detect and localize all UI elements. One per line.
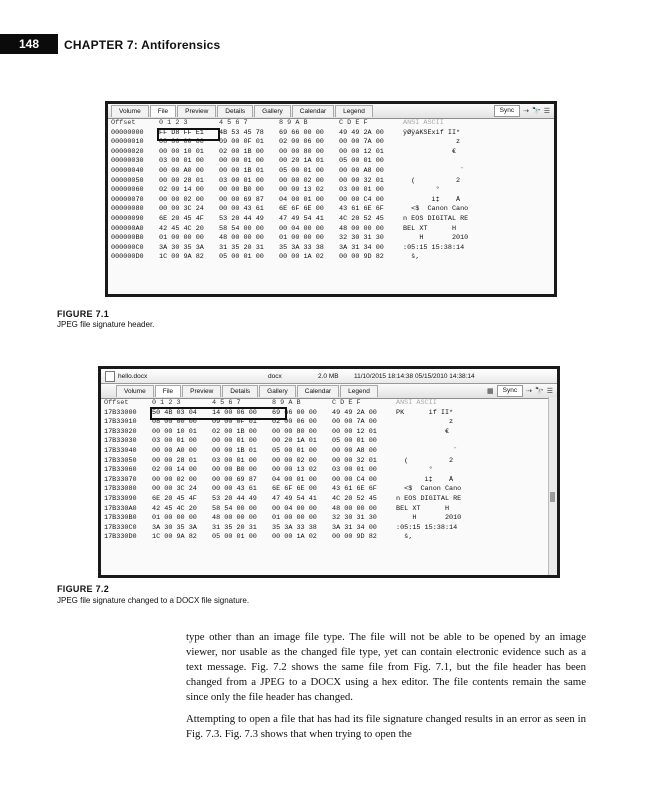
hex-bytes[interactable]: 02 00 1B 00 [212,427,257,436]
hex-bytes[interactable]: 32 30 31 30 [339,234,384,243]
hex-bytes[interactable]: 00 00 9D 82 [339,253,384,262]
hex-bytes[interactable]: 00 00 02 00 [279,176,324,185]
tab-details[interactable]: Details [217,105,253,117]
hex-bytes[interactable]: 42 45 4C 20 [152,504,197,513]
hex-row [104,524,557,534]
hex-bytes[interactable]: 03 00 01 00 [159,157,204,166]
hex-bytes[interactable]: 53 20 44 49 [219,214,264,223]
paragraph: type other than an image file type. The file will not be able to be opened by an image viewer, nor usable as the changed file type, yet can contain electronic evidence such as a text message. Fig. 7.2 shows the same file from Fig. 7.1, but the file header has been changed from a JPEG to a DOCX using a hex editor. The file contents remain the same since only the file header has changed. [186,631,586,703]
row-offset: 00000010 [111,138,144,147]
figure-1-caption: JPEG file signature header. [57,320,155,329]
hex-bytes[interactable]: 48 00 00 00 [332,504,377,513]
binoculars-icon[interactable]: 🔭 [532,108,541,115]
hex-bytes[interactable]: 00 00 80 00 [279,147,324,156]
hex-row [111,205,554,215]
file-size: 2.0 MB [318,372,339,380]
col-group-3: C D E F [332,399,361,407]
row-offset: 000000A0 [111,224,144,233]
col-group-2: 8 9 A B [272,399,301,407]
row-offset: 00000050 [111,176,144,185]
row-offset: 17B330C0 [104,523,137,532]
row-offset: 17B330A0 [104,504,137,513]
arrow-icon[interactable]: ⇢ [523,108,529,115]
hex-bytes[interactable]: 00 00 43 61 [219,205,264,214]
row-offset: 17B33080 [104,485,137,494]
row-offset: 17B33090 [104,494,137,503]
hex-bytes[interactable]: 00 00 1B 01 [219,166,264,175]
hex-bytes[interactable]: FF D8 FF E1 [159,128,204,137]
hex-bytes[interactable]: 35 3A 33 38 [272,523,317,532]
hex-bytes[interactable]: 31 35 20 31 [219,243,264,252]
row-offset: 00000070 [111,195,144,204]
ascii-text[interactable] [392,437,480,447]
hex-bytes[interactable]: 00 00 80 00 [272,427,317,436]
row-offset: 00000030 [111,157,144,166]
page-number: 148 [0,34,58,54]
signature-highlight-box [150,407,287,420]
hex-bytes[interactable]: 00 00 43 61 [212,485,257,494]
tab-details[interactable]: Details [222,385,258,397]
ascii-text[interactable]: ÿØÿáKSExif II* [403,128,461,137]
hex-row [111,167,554,177]
hex-row [111,234,554,244]
row-offset: 000000B0 [111,234,144,243]
hex-bytes[interactable]: 58 54 00 00 [219,224,264,233]
hex-bytes[interactable]: 1C 00 9A 82 [152,533,197,542]
hex-bytes[interactable]: 00 00 01 00 [219,157,264,166]
hex-bytes[interactable]: 09 00 0F 01 [212,418,257,427]
hex-bytes[interactable]: 00 20 1A 01 [279,157,324,166]
hex-bytes[interactable]: 01 00 00 00 [279,234,324,243]
hex-bytes[interactable]: 58 54 00 00 [212,504,257,513]
menu-icon[interactable]: ☰ [543,108,550,115]
hex-bytes[interactable]: 00 00 32 01 [339,176,384,185]
chapter-title: Antiforensics [141,38,221,52]
hex-bytes[interactable]: 00 00 A8 00 [339,166,384,175]
hex-row [104,495,557,505]
offset-header: Offset [104,399,129,407]
hex-bytes[interactable]: 09 00 0F 01 [219,138,264,147]
col-group-0: 0 1 2 3 [159,119,188,127]
hex-bytes[interactable]: 00 04 00 00 [279,224,324,233]
hex-bytes[interactable]: 01 00 00 00 [152,514,197,523]
row-offset: 00000040 [111,166,144,175]
ascii-text[interactable]: ( 2 [403,176,461,185]
hex-bytes[interactable]: 00 00 B0 00 [219,186,264,195]
hex-bytes[interactable]: 00 00 A0 00 [152,446,197,455]
ascii-text[interactable]: <$ Canon Cano [403,205,469,214]
row-offset: 00000020 [111,147,144,156]
ascii-text[interactable]: i‡ Ä [403,195,461,204]
hex-bytes[interactable]: 00 00 28 01 [159,176,204,185]
hex-bytes[interactable]: 00 00 02 00 [152,475,197,484]
hex-bytes[interactable]: 00 00 A8 00 [332,446,377,455]
tab-preview[interactable]: Preview [177,105,216,117]
hex-bytes[interactable]: 69 66 00 00 [272,408,317,417]
ascii-text[interactable]: n EOS DIGITAL RE [403,214,469,223]
hex-bytes[interactable]: 00 00 7A 00 [339,138,384,147]
hex-bytes[interactable]: 50 4B 03 04 [152,408,197,417]
tab-file[interactable]: File [155,385,181,397]
figure-1-title: FIGURE 7.1 [57,309,110,319]
hex-bytes[interactable]: 4C 20 52 45 [332,494,377,503]
document-icon [105,371,115,382]
row-offset: 17B330B0 [104,514,137,523]
ascii-text[interactable]: i‡ Ä [396,475,454,484]
hex-row [104,466,557,476]
body-text [186,630,586,749]
row-offset: 000000D0 [111,253,144,262]
ascii-text[interactable]: H 2010 [403,234,469,243]
hex-bytes[interactable]: 00 00 9D 82 [332,533,377,542]
col-group-0: 0 1 2 3 [152,399,181,407]
grid-icon[interactable]: ▦ [487,388,494,395]
tab-volume[interactable]: Volume [116,385,154,397]
hex-row [111,244,554,254]
row-offset: 00000000 [111,128,144,137]
sync-button[interactable]: Sync [494,105,520,117]
hex-row [104,457,557,467]
ascii-text[interactable]: € [403,147,457,156]
hex-bytes[interactable]: 3A 30 35 3A [159,243,204,252]
offset-header: Offset [111,119,136,127]
hex-bytes[interactable]: 00 00 C4 00 [332,475,377,484]
ascii-header: ANSI ASCII [403,119,444,127]
tab-legend[interactable]: Legend [340,385,378,397]
row-offset: 17B33040 [104,446,137,455]
hex-bytes[interactable]: 00 00 1B 01 [212,446,257,455]
hex-bytes[interactable]: 69 66 00 00 [279,128,324,137]
hex-bytes[interactable]: 6E 20 45 4F [152,494,197,503]
figure-2-caption: JPEG file signature changed to a DOCX file signature. [57,596,250,605]
hex-bytes[interactable]: 47 49 54 41 [272,494,317,503]
hex-bytes[interactable]: 04 00 01 00 [272,475,317,484]
ascii-text[interactable]: š‚ [396,533,413,542]
tab-bar [101,384,557,399]
hex-row [111,177,554,187]
hex-bytes[interactable]: 49 49 2A 00 [332,408,377,417]
hex-bytes[interactable]: 03 00 01 00 [212,456,257,465]
paragraph: Attempting to open a file that has had its file signature changed results in an error as seen in Fig. 7.3. Fig. 7.3 shows that when trying to open the [186,713,586,740]
hex-bytes[interactable]: 3A 31 34 00 [339,243,384,252]
hex-bytes[interactable]: 00 00 1A 02 [272,533,317,542]
ascii-text[interactable] [399,157,487,167]
hex-bytes[interactable]: 6E 6F 6E 00 [272,485,317,494]
col-group-2: 8 9 A B [279,119,308,127]
tab-calendar[interactable]: Calendar [292,105,334,117]
ascii-text[interactable]: H 2010 [396,514,462,523]
ascii-text[interactable]: ° [396,466,433,475]
hex-bytes[interactable]: 00 00 12 01 [332,427,377,436]
hex-bytes[interactable]: 00 00 C4 00 [339,195,384,204]
hex-bytes[interactable]: 49 49 2A 00 [339,128,384,137]
hex-row [111,157,554,167]
hex-bytes[interactable]: 05 00 01 00 [272,446,317,455]
arrow-icon[interactable]: ⇢ [526,388,532,395]
hex-bytes[interactable]: 00 00 1A 02 [279,253,324,262]
hex-bytes[interactable]: 3A 31 34 00 [332,523,377,532]
hex-row [104,437,557,447]
hex-bytes[interactable]: 1C 00 9A 82 [159,253,204,262]
file-info-bar [101,369,557,384]
row-offset: 17B33030 [104,437,137,446]
hex-row [104,447,557,457]
hex-bytes[interactable]: 14 00 06 00 [212,408,257,417]
hex-bytes[interactable]: 48 00 00 00 [219,234,264,243]
row-offset: 17B33020 [104,427,137,436]
hex-view [101,399,557,543]
hex-bytes[interactable]: 01 00 00 00 [272,514,317,523]
hex-bytes[interactable]: 03 00 01 00 [219,176,264,185]
hex-bytes[interactable]: 02 00 06 00 [279,138,324,147]
hex-row [111,215,554,225]
figure-1-screenshot [105,101,557,297]
binoculars-icon[interactable]: 🔭 [535,388,544,395]
hex-bytes[interactable]: 4C 20 52 45 [339,214,384,223]
col-group-1: 4 5 6 7 [219,119,248,127]
row-offset: 17B33050 [104,456,137,465]
ascii-text[interactable]: PK if II* [396,408,454,417]
scrollbar-thumb[interactable] [550,492,555,502]
row-offset: 17B33000 [104,408,137,417]
hex-bytes[interactable]: 05 00 01 00 [212,533,257,542]
row-offset: 00000060 [111,186,144,195]
hex-bytes[interactable]: 05 00 01 00 [339,157,384,166]
hex-bytes[interactable]: 03 00 01 00 [152,437,197,446]
row-offset: 00000090 [111,214,144,223]
ascii-text[interactable]: ¨ [403,166,465,175]
hex-bytes[interactable]: 48 00 00 00 [339,224,384,233]
tab-legend[interactable]: Legend [335,105,373,117]
hex-row [104,428,557,438]
hex-bytes[interactable]: 03 00 01 00 [339,186,384,195]
hex-bytes[interactable]: 00 04 00 00 [272,504,317,513]
hex-bytes[interactable]: 00 00 69 87 [212,475,257,484]
file-dates: 11/10/2015 18:14:38 05/15/2010 14:38:14 [354,372,475,380]
ascii-text[interactable]: :05:15 15:38:14 [403,243,465,252]
hex-bytes[interactable]: 00 00 02 00 [159,195,204,204]
hex-bytes[interactable]: 53 20 44 49 [212,494,257,503]
ascii-text[interactable]: BEL XT H [403,224,457,233]
ascii-text[interactable]: z [403,138,461,147]
hex-row [104,505,557,515]
hex-bytes[interactable]: 43 61 6E 6F [332,485,377,494]
hex-row [104,533,557,543]
ascii-text[interactable]: <$ Canon Cano [396,485,462,494]
hex-bytes[interactable]: 08 00 00 00 [159,138,204,147]
hex-bytes[interactable]: 48 00 00 00 [212,514,257,523]
hex-row [111,196,554,206]
hex-row [104,476,557,486]
hex-bytes[interactable]: 08 00 00 00 [152,418,197,427]
hex-bytes[interactable]: 35 3A 33 38 [279,243,324,252]
hex-bytes[interactable]: 04 00 01 00 [279,195,324,204]
tab-volume[interactable]: Volume [111,105,149,117]
hex-bytes[interactable]: 6E 20 45 4F [159,214,204,223]
figure-2-title: FIGURE 7.2 [57,584,110,594]
chapter-label: CHAPTER 7: [64,38,139,52]
hex-bytes[interactable]: 00 00 A0 00 [159,166,204,175]
ascii-text[interactable]: :05:15 15:38:14 [396,523,458,532]
hex-row [111,186,554,196]
sync-button[interactable]: Sync [497,385,523,397]
hex-bytes[interactable]: 00 00 69 87 [219,195,264,204]
hex-bytes[interactable]: 00 00 B0 00 [212,466,257,475]
row-offset: 000000C0 [111,243,144,252]
hex-bytes[interactable]: 05 00 01 00 [219,253,264,262]
hex-bytes[interactable]: 00 00 7A 00 [332,418,377,427]
tab-bar [108,104,554,119]
tab-preview[interactable]: Preview [182,385,221,397]
hex-row [111,253,554,263]
hex-bytes[interactable]: 42 45 4C 20 [159,224,204,233]
signature-highlight-box [157,128,220,141]
hex-bytes[interactable]: 00 00 01 00 [212,437,257,446]
hex-bytes[interactable]: 00 00 13 02 [272,466,317,475]
tab-gallery[interactable]: Gallery [254,105,291,117]
hex-bytes[interactable]: 00 00 10 01 [152,427,197,436]
hex-bytes[interactable]: 00 20 1A 01 [272,437,317,446]
row-offset: 17B33010 [104,418,137,427]
hex-row [111,148,554,158]
hex-bytes[interactable]: 31 35 20 31 [212,523,257,532]
ascii-text[interactable]: z [396,418,454,427]
chapter-heading [64,38,220,52]
ascii-text[interactable]: ¨ [396,446,458,455]
hex-bytes[interactable]: 03 00 01 00 [332,466,377,475]
ascii-text[interactable]: ° [403,186,440,195]
ascii-text[interactable]: š‚ [403,253,420,262]
vertical-scrollbar[interactable] [548,397,557,575]
file-name: hello.docx [118,372,148,380]
hex-bytes[interactable]: 00 00 32 01 [332,456,377,465]
col-group-1: 4 5 6 7 [212,399,241,407]
hex-bytes[interactable]: 3A 30 35 3A [152,523,197,532]
menu-icon[interactable]: ☰ [546,388,553,395]
hex-bytes[interactable]: 00 00 13 02 [279,186,324,195]
col-group-3: C D E F [339,119,368,127]
hex-bytes[interactable]: 02 00 14 00 [152,466,197,475]
hex-row [104,485,557,495]
hex-bytes[interactable]: 02 00 14 00 [159,186,204,195]
hex-bytes[interactable]: 00 00 12 01 [339,147,384,156]
hex-row [111,225,554,235]
hex-bytes[interactable]: 05 00 01 00 [279,166,324,175]
hex-bytes[interactable]: 6E 6F 6E 00 [279,205,324,214]
hex-bytes[interactable]: 00 00 10 01 [159,147,204,156]
row-offset: 17B33060 [104,466,137,475]
hex-bytes[interactable]: 00 00 28 01 [152,456,197,465]
ascii-text[interactable]: n EOS DIGITAL RE [396,494,462,503]
hex-bytes[interactable]: 00 00 3C 24 [152,485,197,494]
ascii-text[interactable]: ( 2 [396,456,454,465]
file-type: docx [268,372,282,380]
hex-bytes[interactable]: 01 00 00 00 [159,234,204,243]
hex-bytes[interactable]: 00 00 3C 24 [159,205,204,214]
ascii-header: ANSI ASCII [396,399,437,407]
hex-bytes[interactable]: 4B 53 45 78 [219,128,264,137]
ascii-text[interactable]: € [396,427,450,436]
row-offset: 17B330D0 [104,533,137,542]
tab-calendar[interactable]: Calendar [297,385,339,397]
hex-row [104,514,557,524]
tab-gallery[interactable]: Gallery [259,385,296,397]
hex-bytes[interactable]: 05 00 01 00 [332,437,377,446]
hex-bytes[interactable]: 02 00 06 00 [272,418,317,427]
row-offset: 17B33070 [104,475,137,484]
ascii-text[interactable]: BEL XT H [396,504,450,513]
hex-bytes[interactable]: 43 61 6E 6F [339,205,384,214]
figure-2-screenshot [98,366,560,578]
hex-bytes[interactable]: 47 49 54 41 [279,214,324,223]
hex-bytes[interactable]: 02 00 1B 00 [219,147,264,156]
hex-bytes[interactable]: 32 30 31 30 [332,514,377,523]
row-offset: 00000080 [111,205,144,214]
hex-bytes[interactable]: 00 00 02 00 [272,456,317,465]
tab-file[interactable]: File [150,105,176,117]
